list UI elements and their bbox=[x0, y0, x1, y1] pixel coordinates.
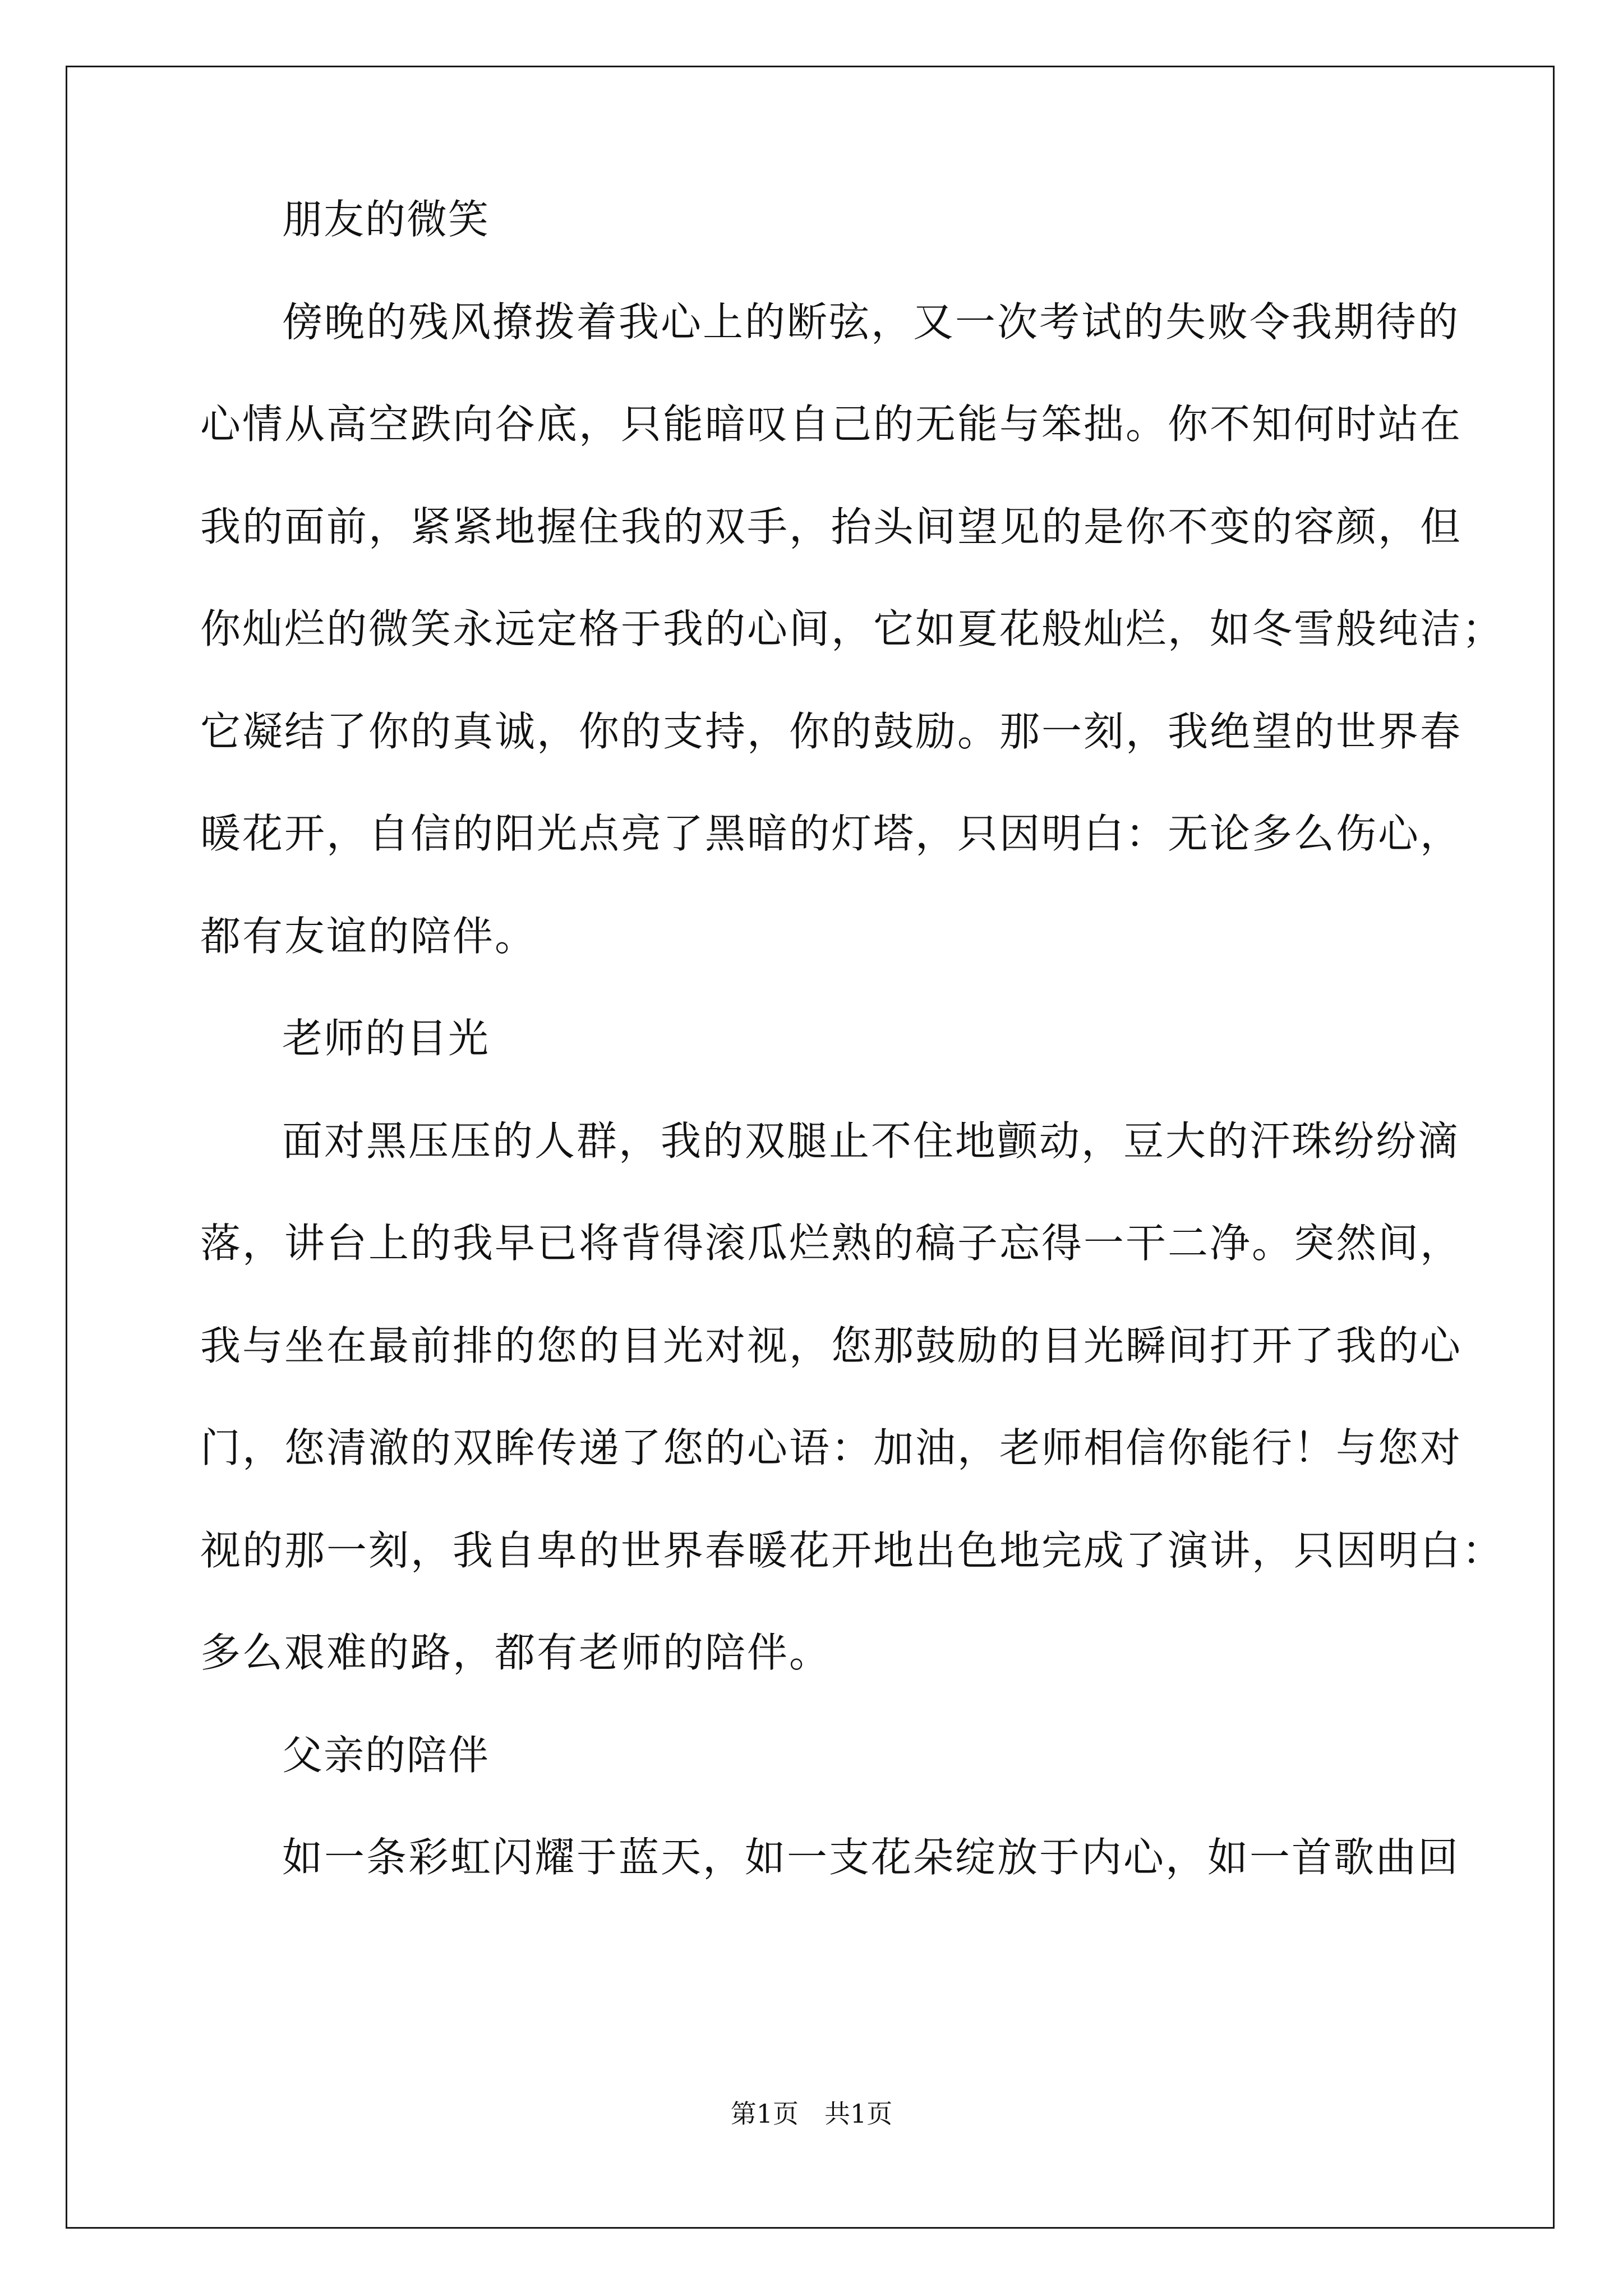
section-heading-friend: 朋友的微笑 bbox=[282, 196, 490, 243]
paragraph-line: 落，讲台上的我早已将背得滚瓜烂熟的稿子忘得一干二净。突然间， bbox=[200, 1220, 1463, 1267]
paragraph-line: 多么艰难的路，都有老师的陪伴。 bbox=[200, 1629, 832, 1676]
paragraph-line: 门，您清澈的双眸传递了您的心语：加油，老师相信你能行！与您对 bbox=[200, 1424, 1463, 1471]
paragraph-line: 你灿烂的微笑永远定格于我的心间，它如夏花般灿烂，如冬雪般纯洁； bbox=[200, 605, 1505, 652]
section-heading-teacher: 老师的目光 bbox=[282, 1015, 490, 1062]
paragraph-line: 视的那一刻，我自卑的世界春暖花开地出色地完成了演讲，只因明白： bbox=[200, 1526, 1505, 1574]
paragraph-line: 它凝结了你的真诚，你的支持，你的鼓励。那一刻，我绝望的世界春 bbox=[200, 707, 1463, 755]
paragraph-line: 我与坐在最前排的您的目光对视，您那鼓励的目光瞬间打开了我的心 bbox=[200, 1322, 1463, 1369]
paragraph-line: 如一条彩虹闪耀于蓝天，如一支花朵绽放于内心，如一首歌曲回 bbox=[282, 1834, 1460, 1881]
paragraph-line: 都有友谊的陪伴。 bbox=[200, 912, 537, 960]
paragraph-line: 我的面前，紧紧地握住我的双手，抬头间望见的是你不变的容颜，但 bbox=[200, 503, 1463, 550]
paragraph-line: 暖花开，自信的阳光点亮了黑暗的灯塔，只因明白：无论多么伤心， bbox=[200, 810, 1463, 857]
paragraph-line: 心情从高空跌向谷底，只能暗叹自己的无能与笨拙。你不知何时站在 bbox=[200, 401, 1463, 448]
document-body bbox=[200, 168, 1505, 1909]
paragraph-line: 傍晚的残风撩拨着我心上的断弦，又一次考试的失败令我期待的 bbox=[282, 298, 1460, 346]
paragraph-line: 面对黑压压的人群，我的双腿止不住地颤动，豆大的汗珠纷纷滴 bbox=[282, 1117, 1460, 1165]
section-heading-father: 父亲的陪伴 bbox=[282, 1731, 490, 1779]
page-number-footer: 第1页 共1页 bbox=[730, 2099, 893, 2129]
